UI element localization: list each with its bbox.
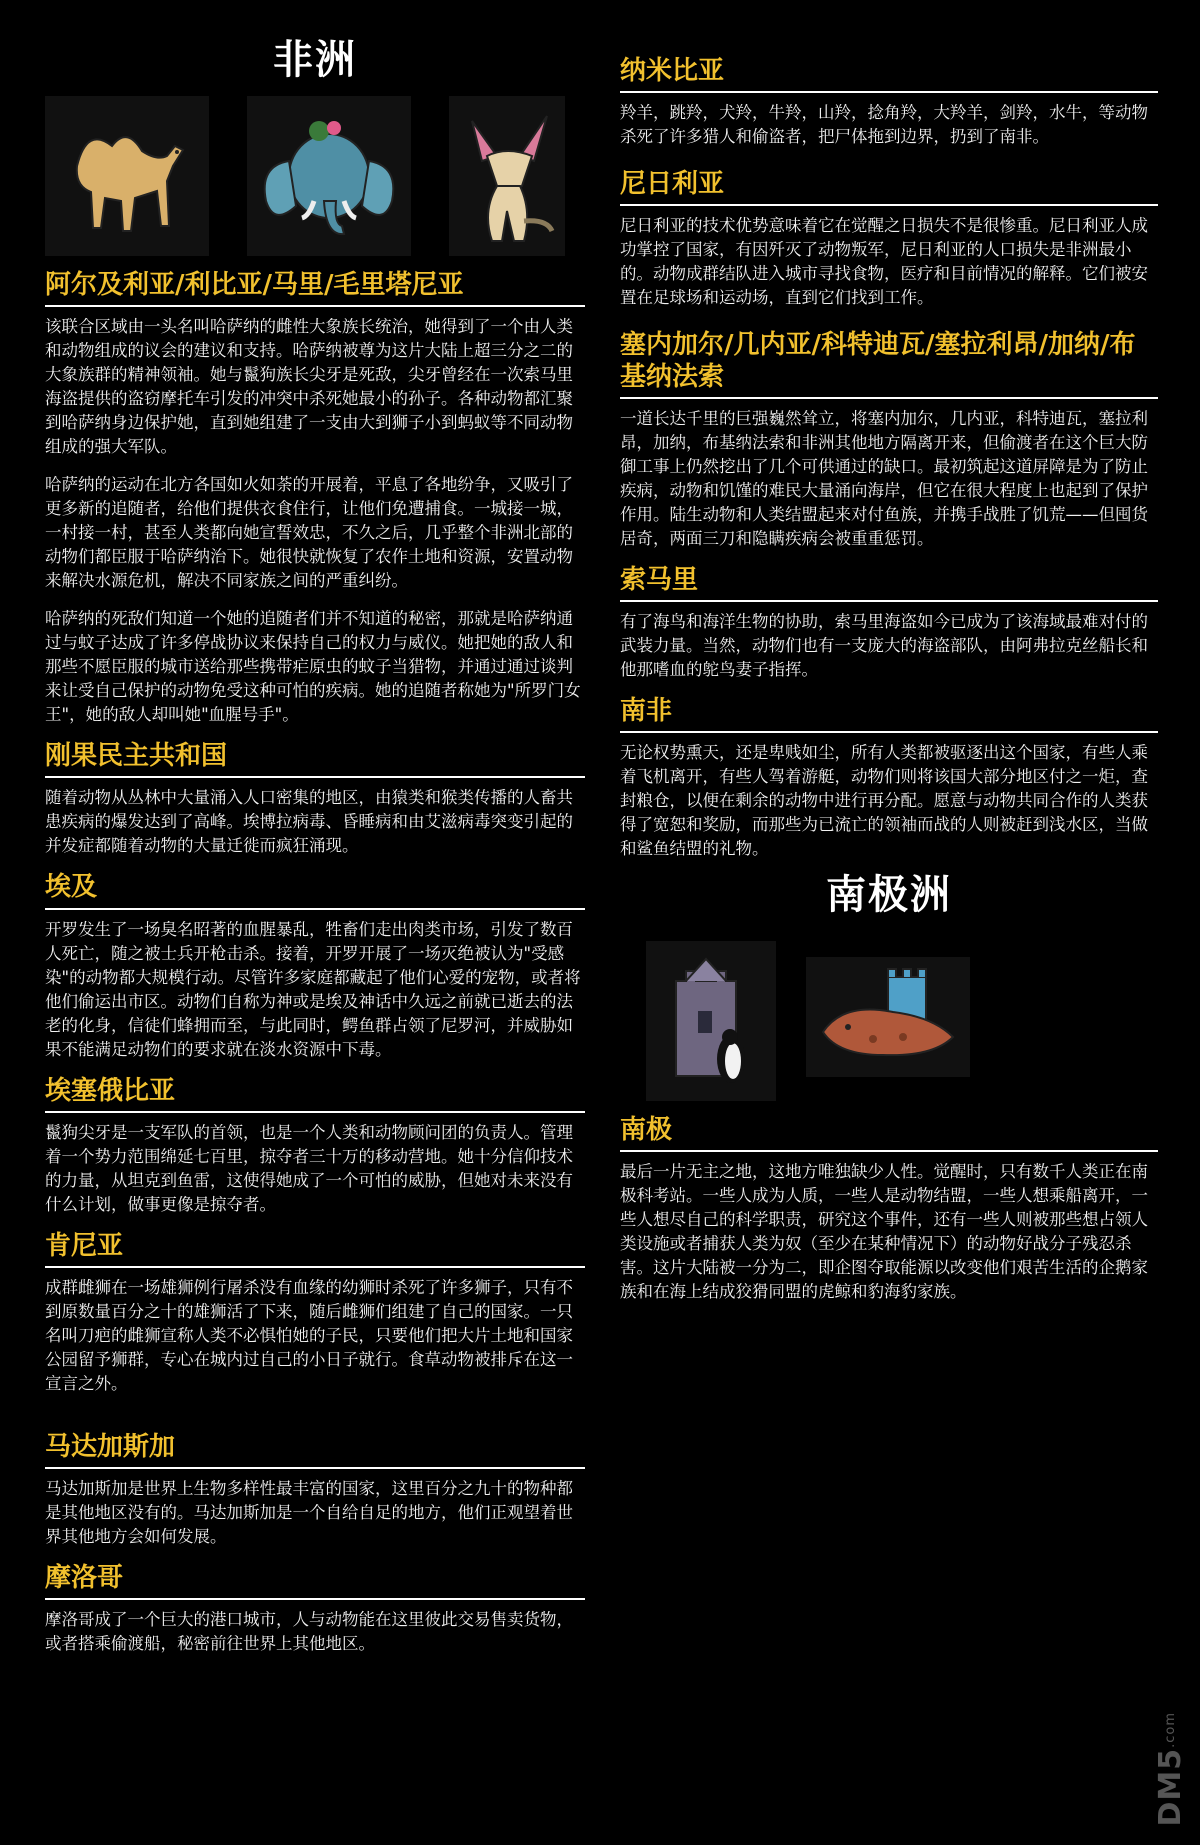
section-body — [620, 214, 1158, 310]
section-africa-0 — [45, 270, 585, 727]
section-body — [620, 101, 1158, 149]
section-paragraph: 哈萨纳的死敌们知道一个她的追随者们并不知道的秘密，那就是哈萨纳通过与蚊子达成了许多停战协议来保持自己的权力与威仪。她把她的敌人和那些不愿臣服的城市送给那些携带疟原虫的蚊子当猎物，并通过通过谈判来让受自己保护的动物免受这种可怕的疾病。她的追随者称她为"所罗门女王"，她的敌人却叫她"血腥号手"。 — [45, 609, 581, 725]
section-body — [620, 741, 1158, 861]
section-africa-6 — [45, 1563, 585, 1656]
antarctica-icon-row — [620, 941, 1158, 1101]
section-paragraph: 有了海鸟和海洋生物的协助，索马里海盗如今已成为了该海域最难对付的武装力量。当然，动物们也有一支庞大的海盗部队，由阿弗拉克丝船长和他那嗜血的鸵鸟妻子指挥。 — [620, 611, 1148, 679]
watermark-suffix: .com — [1163, 1712, 1178, 1749]
section-title: 阿尔及利亚/利比亚/马里/毛里塔尼亚 — [45, 270, 585, 307]
seal-tower-icon — [806, 957, 970, 1077]
section-paragraph: 尼日利亚的技术优势意味着它在觉醒之日损失不是很惨重。尼日利亚人成功掌控了国家，有因歼灭了动物叛军，尼日利亚的人口损失是非洲最小的。动物成群结队进入城市寻找食物，医疗和目前情况的解释。它们被安置在足球场和运动场，直到它们找到工作。 — [620, 216, 1148, 308]
section-body — [620, 407, 1158, 551]
section-paragraph: 随着动物从丛林中大量涌入人口密集的地区，由猿类和猴类传播的人畜共患疾病的爆发达到了高峰。埃博拉病毒、昏睡病和由艾滋病毒突变引起的并发症都随着动物的大量迁徙而疯狂涌现。 — [45, 788, 573, 856]
section-title: 埃及 — [45, 872, 585, 909]
section-paragraph: 哈萨纳的运动在北方各国如火如荼的开展着，平息了各地纷争，又吸引了更多新的追随者，给他们提供衣食住行，让他们免遭捕食。一城接一城，一村接一村，甚至人类都向她宣誓效忠，不久之后，几乎整个非洲北部的动物们都臣服于哈萨纳治下。她很快就恢复了农作土地和资源，安置动物来解决水源危机，解决不同家族之间的严重纠纷。 — [45, 475, 573, 591]
section-body — [45, 1608, 585, 1656]
section-title: 摩洛哥 — [45, 1563, 585, 1600]
section-paragraph: 无论权势熏天，还是卑贱如尘，所有人类都被驱逐出这个国家，有些人乘着飞机离开，有些人驾着游艇，动物们则将该国大部分地区付之一炬，查封粮仓，以便在剩余的动物中进行再分配。愿意与动物共同合作的人类获得了宽恕和奖励，而那些为已流亡的领袖而战的人则被赶到浅水区，当做和鲨鱼结盟的礼物。 — [620, 743, 1148, 859]
section-antarctica-0 — [620, 1115, 1158, 1304]
section-title: 肯尼亚 — [45, 1231, 585, 1268]
section-paragraph: 该联合区域由一头名叫哈萨纳的雌性大象族长统治，她得到了一个由人类和动物组成的议会的建议和支持。哈萨纳被尊为这片大陆上超三分之二的大象族群的精神领袖。她与鬣狗族长尖牙是死敌，尖牙曾经在一次索马里海盗提供的盗窃摩托车引发的冲突中杀死她最小的孙子。各种动物都汇聚到哈萨纳身边保护她，直到她组建了一支由大到狮子小到蚂蚁等不同动物组成的强大军队。 — [45, 317, 573, 457]
section-title: 埃塞俄比亚 — [45, 1076, 585, 1113]
section-paragraph: 鬣狗尖牙是一支军队的首领，也是一个人类和动物顾问团的负责人。管理着一个势力范围绵延七百里，掠夺者三十万的移动营地。她十分信仰技术的力量，从坦克到鱼雷，这使得她成了一个可怕的威胁，但她对未来没有什么计划，做事更像是掠夺者。 — [45, 1122, 573, 1214]
section-title: 南极 — [620, 1115, 1158, 1152]
section-title: 尼日利亚 — [620, 169, 1158, 206]
section-title: 塞内加尔/几内亚/科特迪瓦/塞拉利昂/加纳/布基纳法索 — [620, 330, 1158, 398]
africa-right-sections — [620, 56, 1158, 861]
section-africa-5 — [45, 1432, 585, 1549]
africa-sections — [45, 270, 585, 1656]
section-paragraph: 马达加斯加是世界上生物多样性最丰富的国家，这里百分之九十的物种都是其他地区没有的。马达加斯加是一个自给自足的地方，他们正观望着世界其他地方会如何发展。 — [45, 1479, 573, 1547]
section-paragraph: 一道长达千里的巨强巍然耸立，将塞内加尔，几内亚，科特迪瓦，塞拉利昂，加纳，布基纳法索和非洲其他地方隔离开来，但偷渡者在这个巨大防御工事上仍然挖出了几个可供通过的缺口。最初筑起这道屏障是为了防止疾病，动物和饥馑的难民大量涌向海岸，但它在很大程度上也起到了保护作用。陆生动物和人类结盟起来对付鱼族，并携手战胜了饥荒——但囤货居奇，两面三刀和隐瞒疾病会被重重惩罚。 — [620, 408, 1148, 548]
section-title: 刚果民主共和国 — [45, 741, 585, 778]
antarctica-sections — [620, 1115, 1158, 1304]
section-title: 马达加斯加 — [45, 1432, 585, 1469]
section-africa-4 — [45, 1231, 585, 1396]
left-column — [45, 0, 585, 1670]
section-title: 南非 — [620, 696, 1158, 733]
section-africa_right-2 — [620, 330, 1158, 550]
castle-penguin-icon — [646, 941, 776, 1101]
section-body — [45, 1121, 585, 1217]
camel-icon — [45, 96, 209, 256]
africa-title: 非洲 — [273, 37, 357, 83]
section-africa-3 — [45, 1076, 585, 1217]
dm5-watermark — [1153, 1712, 1188, 1827]
section-title: 索马里 — [620, 565, 1158, 602]
section-body — [620, 610, 1158, 682]
section-paragraph: 羚羊，跳羚，犬羚，牛羚，山羚，捻角羚，大羚羊，剑羚，水牛，等动物杀死了许多猎人和偷盗者，把尸体拖到边界，扔到了南非。 — [620, 103, 1148, 147]
section-africa_right-0 — [620, 56, 1158, 149]
section-title: 纳米比亚 — [620, 56, 1158, 93]
section-body — [45, 1477, 585, 1549]
watermark-brand: DM5 — [1153, 1748, 1188, 1827]
section-africa-1 — [45, 741, 585, 858]
section-africa-2 — [45, 872, 585, 1061]
section-body — [45, 1276, 585, 1396]
antarctica-title: 南极洲 — [826, 872, 952, 919]
section-africa_right-3 — [620, 565, 1158, 682]
jackal-icon — [449, 96, 565, 256]
section-africa_right-1 — [620, 169, 1158, 310]
section-paragraph: 摩洛哥成了一个巨大的港口城市，人与动物能在这里彼此交易售卖货物，或者搭乘偷渡船，秘密前往世界上其他地区。 — [45, 1610, 573, 1654]
right-column — [620, 0, 1158, 1318]
section-body — [45, 918, 585, 1062]
section-africa_right-4 — [620, 696, 1158, 861]
section-paragraph: 最后一片无主之地，这地方唯独缺少人性。觉醒时，只有数千人类正在南极科考站。一些人成为人质，一些人是动物结盟，一些人想乘船离开，一些人想尽自己的科学职责，研究这个事件，还有一些人则被那些想占领人类设施或者捕获人类为奴（至少在某种情况下）的动物好战分子残忍杀害。这片大陆被一分为二，即企图夺取能源以改变他们艰苦生活的企鹅家族和在海上结成狡猾同盟的虎鲸和豹海豹家族。 — [620, 1162, 1148, 1302]
elephant-icon — [247, 96, 411, 256]
section-body — [45, 315, 585, 727]
section-paragraph: 成群雌狮在一场雄狮例行屠杀没有血缘的幼狮时杀死了许多狮子，只有不到原数量百分之十的雄狮活了下来，随后雌狮们组建了自己的国家。一只名叫刀疤的雌狮宣称人类不必惧怕她的子民，只要他们把大片土地和国家公园留予狮群，专心在城内过自己的小日子就行。食草动物被排斥在这一宣言之外。 — [45, 1277, 573, 1393]
section-paragraph: 开罗发生了一场臭名昭著的血腥暴乱，牲畜们走出肉类市场，引发了数百人死亡，随之被士兵开枪击杀。接着，开罗开展了一场灭绝被认为"受感染"的动物都大规模行动。尽管许多家庭都藏起了他们心爱的宠物，或者将他们偷运出市区。动物们自称为神或是埃及神话中久远之前就已逝去的法老的化身，信徒们蜂拥而至，与此同时，鳄鱼群占领了尼罗河，并威胁如果不能满足动物们的要求就在淡水资源中下毒。 — [45, 919, 581, 1059]
section-body — [45, 786, 585, 858]
africa-icon-row — [45, 96, 565, 256]
section-body — [620, 1160, 1158, 1304]
